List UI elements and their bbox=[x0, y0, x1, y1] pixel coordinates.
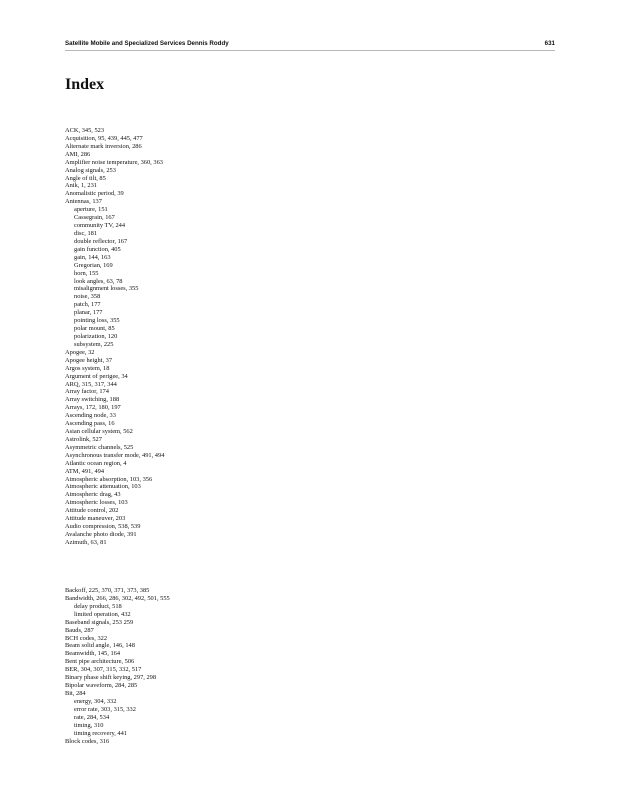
index-entry: Argument of perigee, 34 bbox=[65, 372, 128, 380]
index-entry: Array factor, 174 bbox=[65, 388, 109, 396]
index-subentry: polar mount, 85 bbox=[74, 325, 115, 333]
index-subentry: aperture, 151 bbox=[74, 206, 108, 214]
index-entry: Apogee, 32 bbox=[65, 348, 95, 356]
index-entry: Atlantic ocean region, 4 bbox=[65, 459, 127, 467]
index-subentry: timing, 310 bbox=[74, 721, 104, 729]
index-subentry: double reflector, 167 bbox=[74, 237, 128, 245]
index-entry: Anik, 1, 231 bbox=[65, 182, 97, 190]
index-subentry: timing recovery, 441 bbox=[74, 729, 128, 737]
index-entry: Amplifier noise temperature, 360, 363 bbox=[65, 158, 163, 166]
index-entry: Asynchronous transfer mode, 491, 494 bbox=[65, 451, 165, 459]
index-subentry: error rate, 303, 315, 332 bbox=[74, 705, 136, 713]
index-entry: ATM, 491, 494 bbox=[65, 467, 105, 475]
index-entry: Analog signals, 253 bbox=[65, 166, 116, 174]
index-entry: Beam solid angle, 146, 148 bbox=[65, 642, 135, 650]
header-rule bbox=[65, 50, 555, 51]
index-entry: Avalanche photo diode, 391 bbox=[65, 531, 137, 539]
index-subentry: gain, 144, 163 bbox=[74, 253, 111, 261]
index-entry: Block codes, 316 bbox=[65, 737, 110, 745]
index-subentry: Gregorian, 169 bbox=[74, 261, 113, 269]
index-subentry: community TV, 244 bbox=[74, 222, 126, 230]
index-entry: Binary phase shift keying, 297, 298 bbox=[65, 674, 157, 682]
index-entry: AMI, 286 bbox=[65, 150, 91, 158]
index-subentry: delay product, 518 bbox=[74, 602, 122, 610]
index-group-a bbox=[65, 127, 164, 547]
index-subentry: noise, 358 bbox=[74, 293, 101, 301]
running-title: Satellite Mobile and Specialized Services Dennis Roddy bbox=[65, 40, 229, 47]
index-entry: Apogee height, 37 bbox=[65, 356, 113, 364]
index-entry: Alternate mark inversion, 286 bbox=[65, 142, 142, 150]
index-entry: Bit, 284 bbox=[65, 689, 86, 697]
index-entry: Beamwidth, 145, 164 bbox=[65, 650, 121, 658]
index-entry: Atmospheric attenuation, 103 bbox=[65, 483, 141, 491]
page-number: 631 bbox=[544, 40, 555, 47]
index-subentry: patch, 177 bbox=[74, 301, 101, 309]
index-entry: Astrolink, 527 bbox=[65, 435, 102, 443]
index-entry: Bipolar waveform, 284, 285 bbox=[65, 682, 138, 690]
index-entry: Ascending node, 33 bbox=[65, 412, 116, 420]
index-entry: Asymmetric channels, 525 bbox=[65, 443, 134, 451]
index-entry: Azimuth, 63, 81 bbox=[65, 538, 107, 546]
index-entry: Bauds, 287 bbox=[65, 626, 94, 634]
index-entry: Arrays, 172, 180, 197 bbox=[65, 404, 121, 412]
index-entry: Baseband signals, 253 259 bbox=[65, 618, 134, 626]
index-subentry: energy, 304, 332 bbox=[74, 697, 117, 705]
index-subentry: subsystem, 225 bbox=[74, 340, 114, 348]
index-entry: BCH codes, 322 bbox=[65, 634, 108, 642]
index-entry: Angle of tilt, 85 bbox=[65, 174, 106, 182]
index-entry: Antennas, 137 bbox=[65, 198, 102, 206]
index-entry: ARQ, 315, 317, 344 bbox=[65, 380, 117, 388]
index-entry: Atmospheric drag, 43 bbox=[65, 491, 121, 499]
index-subentry: horn, 155 bbox=[74, 269, 99, 277]
index-subentry: polarization, 120 bbox=[74, 332, 118, 340]
index-subentry: planar, 177 bbox=[74, 309, 103, 317]
index-subentry: pointing loss, 355 bbox=[74, 317, 120, 325]
index-entry: Atmospheric losses, 103 bbox=[65, 499, 128, 507]
index-subentry: look angles, 63, 78 bbox=[74, 277, 123, 285]
index-entry: Backoff, 225, 370, 371, 373, 385 bbox=[65, 587, 150, 594]
index-entry: ACK, 345, 523 bbox=[65, 127, 105, 134]
index-entry: Array switching, 188 bbox=[65, 396, 120, 404]
index-entry: Ascending pass, 16 bbox=[65, 420, 115, 428]
index-entry: Asian cellular system, 562 bbox=[65, 428, 133, 436]
page-title: Index bbox=[65, 76, 105, 93]
index-subentry: misalignment losses, 355 bbox=[74, 285, 139, 293]
index-subentry: limited operation, 432 bbox=[74, 610, 131, 618]
index-entry: BER, 304, 307, 315, 332, 517 bbox=[65, 666, 142, 674]
index-entry: Audio compression, 538, 539 bbox=[65, 523, 141, 531]
index-entry: Anomalistic period, 39 bbox=[65, 190, 124, 198]
index-entry: Attitude maneuver, 203 bbox=[65, 515, 126, 523]
index-subentry: Cassegrain, 167 bbox=[74, 214, 115, 222]
index-group-b bbox=[65, 587, 170, 745]
index-subentry: rate, 284, 534 bbox=[74, 713, 110, 721]
index-entry: Bent pipe architecture, 506 bbox=[65, 658, 135, 666]
index-entry: Bandwidth, 266, 286, 302, 492, 501, 555 bbox=[65, 594, 170, 602]
index-entry: Attitude control, 202 bbox=[65, 507, 119, 515]
index-subentry: disc, 181 bbox=[74, 229, 98, 237]
running-header bbox=[65, 38, 555, 50]
index-entry: Acquisition, 95, 439, 445, 477 bbox=[65, 134, 143, 142]
index-entry: Atmospheric absorption, 103, 356 bbox=[65, 475, 153, 483]
index-entry: Argos system, 18 bbox=[65, 364, 110, 372]
index-subentry: gain function, 405 bbox=[74, 245, 121, 253]
